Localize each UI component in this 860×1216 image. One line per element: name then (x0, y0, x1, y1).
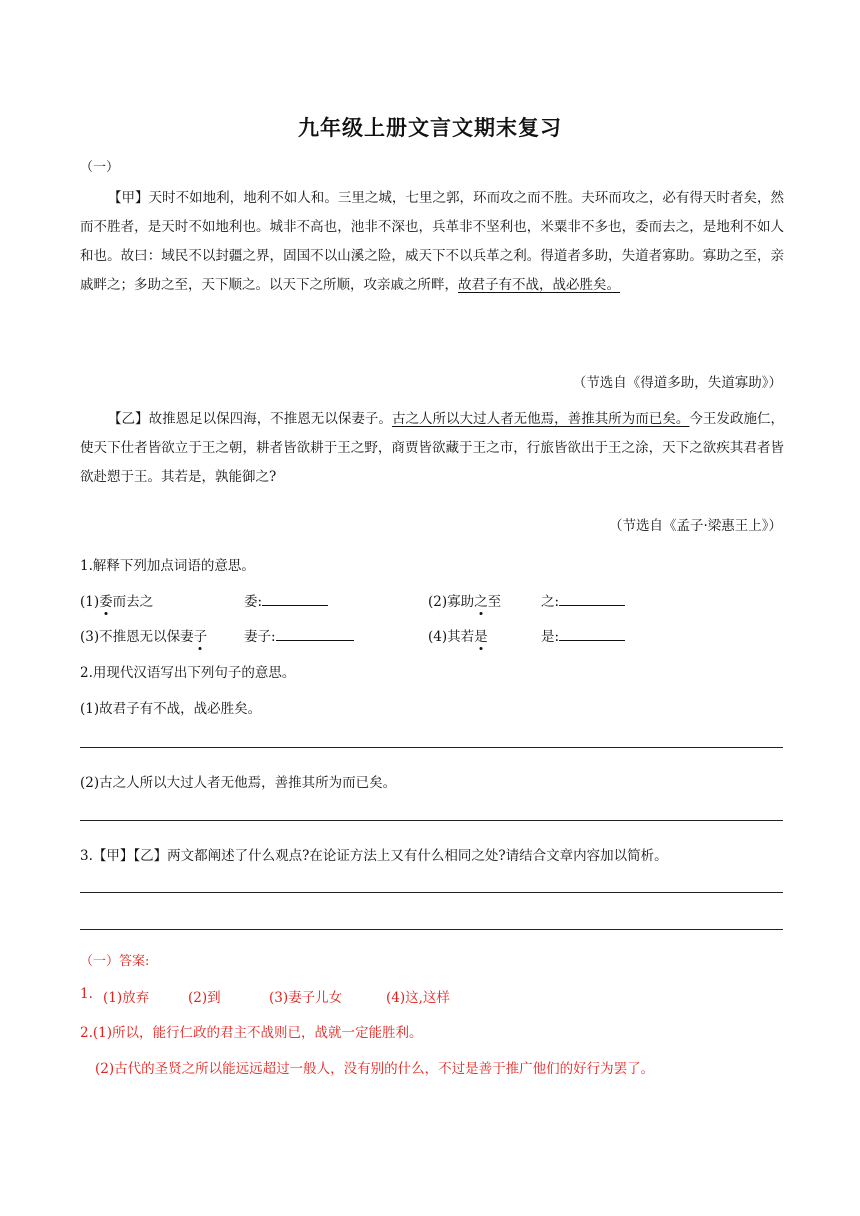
passage-jia-tag: 【甲】 (108, 190, 149, 206)
dotted-char: 子 (194, 625, 208, 645)
answer-blank[interactable] (276, 626, 354, 641)
answer-1-item: (1)放弃 (103, 990, 150, 1006)
answer-blank[interactable] (559, 626, 625, 641)
answer-line[interactable] (80, 820, 783, 821)
passage-jia-underlined: 故君子有不战，战必胜矣。 (458, 277, 620, 293)
passage-yi-underlined: 古之人所以大过人者无他焉，善推其所为而已矣。 (391, 411, 690, 427)
passage-yi-source: （节选自《孟子·梁惠王上》） (608, 518, 782, 534)
section-label: （一） (80, 160, 120, 175)
vocab-item-1-answer: 委: (244, 590, 328, 610)
answer-line[interactable] (80, 747, 783, 748)
answer-blank[interactable] (262, 591, 328, 606)
answer-line[interactable] (80, 892, 783, 893)
passage-yi-text-before: 故推恩足以保四海，不推恩无以保妻子。 (148, 411, 392, 427)
question-2: 2.用现代汉语写出下列句子的意思。 (80, 665, 296, 681)
passage-yi (80, 405, 784, 492)
dotted-char: 委 (99, 590, 113, 610)
answer-1-item: (3)妻子儿女 (269, 990, 343, 1006)
answer-1-item: (4)这,这样 (386, 990, 450, 1006)
passage-jia-source: （节选自《得道多助，失道寡助》） (572, 375, 782, 391)
answer-1-item: (2)到 (188, 990, 221, 1006)
vocab-item-2-phrase: (2)寡助之至 (428, 590, 501, 610)
passage-yi-text-after: 今王发政施仁，使天下仕者皆欲立于王之朝，耕者皆欲耕于王之野，商贾皆欲藏于王之市，行旅皆欲出于王之涂，天下之欲疾其君者皆欲赴愬于王。其若是，孰能御之? (80, 411, 785, 485)
answer-blank[interactable] (559, 591, 625, 606)
vocab-item-3-answer: 妻子: (244, 625, 354, 645)
passage-jia-text: 天时不如地利，地利不如人和。三里之城，七里之郭，环而攻之而不胜。夫环而攻之，必有得天时者矣，然而不胜者，是天时不如地利也。城非不高也，池非不深也，兵革非不坚利也，米粟非不多也，委而去之，是地利不如人和也。故曰：域民不以封疆之界，固国不以山溪之险，威天下不以兵革之利。得道者多助，失道者寡助。寡助之至，亲戚畔之；多助之至，天下顺之。以天下之所顺，攻亲戚之所畔， (80, 190, 784, 293)
answer-line[interactable] (80, 929, 783, 930)
vocab-item-1-phrase: (1)委而去之 (80, 590, 153, 610)
question-2-2: (2)古之人所以大过人者无他焉，善推其所为而已矣。 (80, 775, 397, 791)
vocab-item-4-phrase: (4)其若是 (428, 625, 488, 645)
vocab-item-4-answer: 是: (541, 625, 625, 645)
page-title: 九年级上册文言文期末复习 (298, 116, 562, 140)
question-3: 3.【甲】【乙】两文都阐述了什么观点?在论证方法上又有什么相同之处?请结合文章内容加以简析。 (80, 848, 668, 864)
dotted-char: 之 (474, 590, 488, 610)
answer-2-1: 2.(1)所以，能行仁政的君主不战则已，战就一定能胜利。 (80, 1025, 423, 1041)
answers-header: （一）答案: (80, 954, 150, 969)
passage-yi-tag: 【乙】 (108, 411, 149, 427)
question-2-1: (1)故君子有不战，战必胜矣。 (80, 701, 262, 717)
vocab-item-2-answer: 之: (541, 590, 625, 610)
answer-2-2: (2)古代的圣贤之所以能远远超过一般人，没有别的什么，不过是善于推广他们的好行为罢了。 (95, 1061, 655, 1077)
passage-jia (80, 184, 784, 300)
dotted-char: 是 (474, 625, 488, 645)
question-1: 1.解释下列加点词语的意思。 (80, 558, 255, 574)
answer-1-prefix: 1. (80, 986, 93, 1002)
vocab-item-3-phrase: (3)不推恩无以保妻子 (80, 625, 207, 645)
